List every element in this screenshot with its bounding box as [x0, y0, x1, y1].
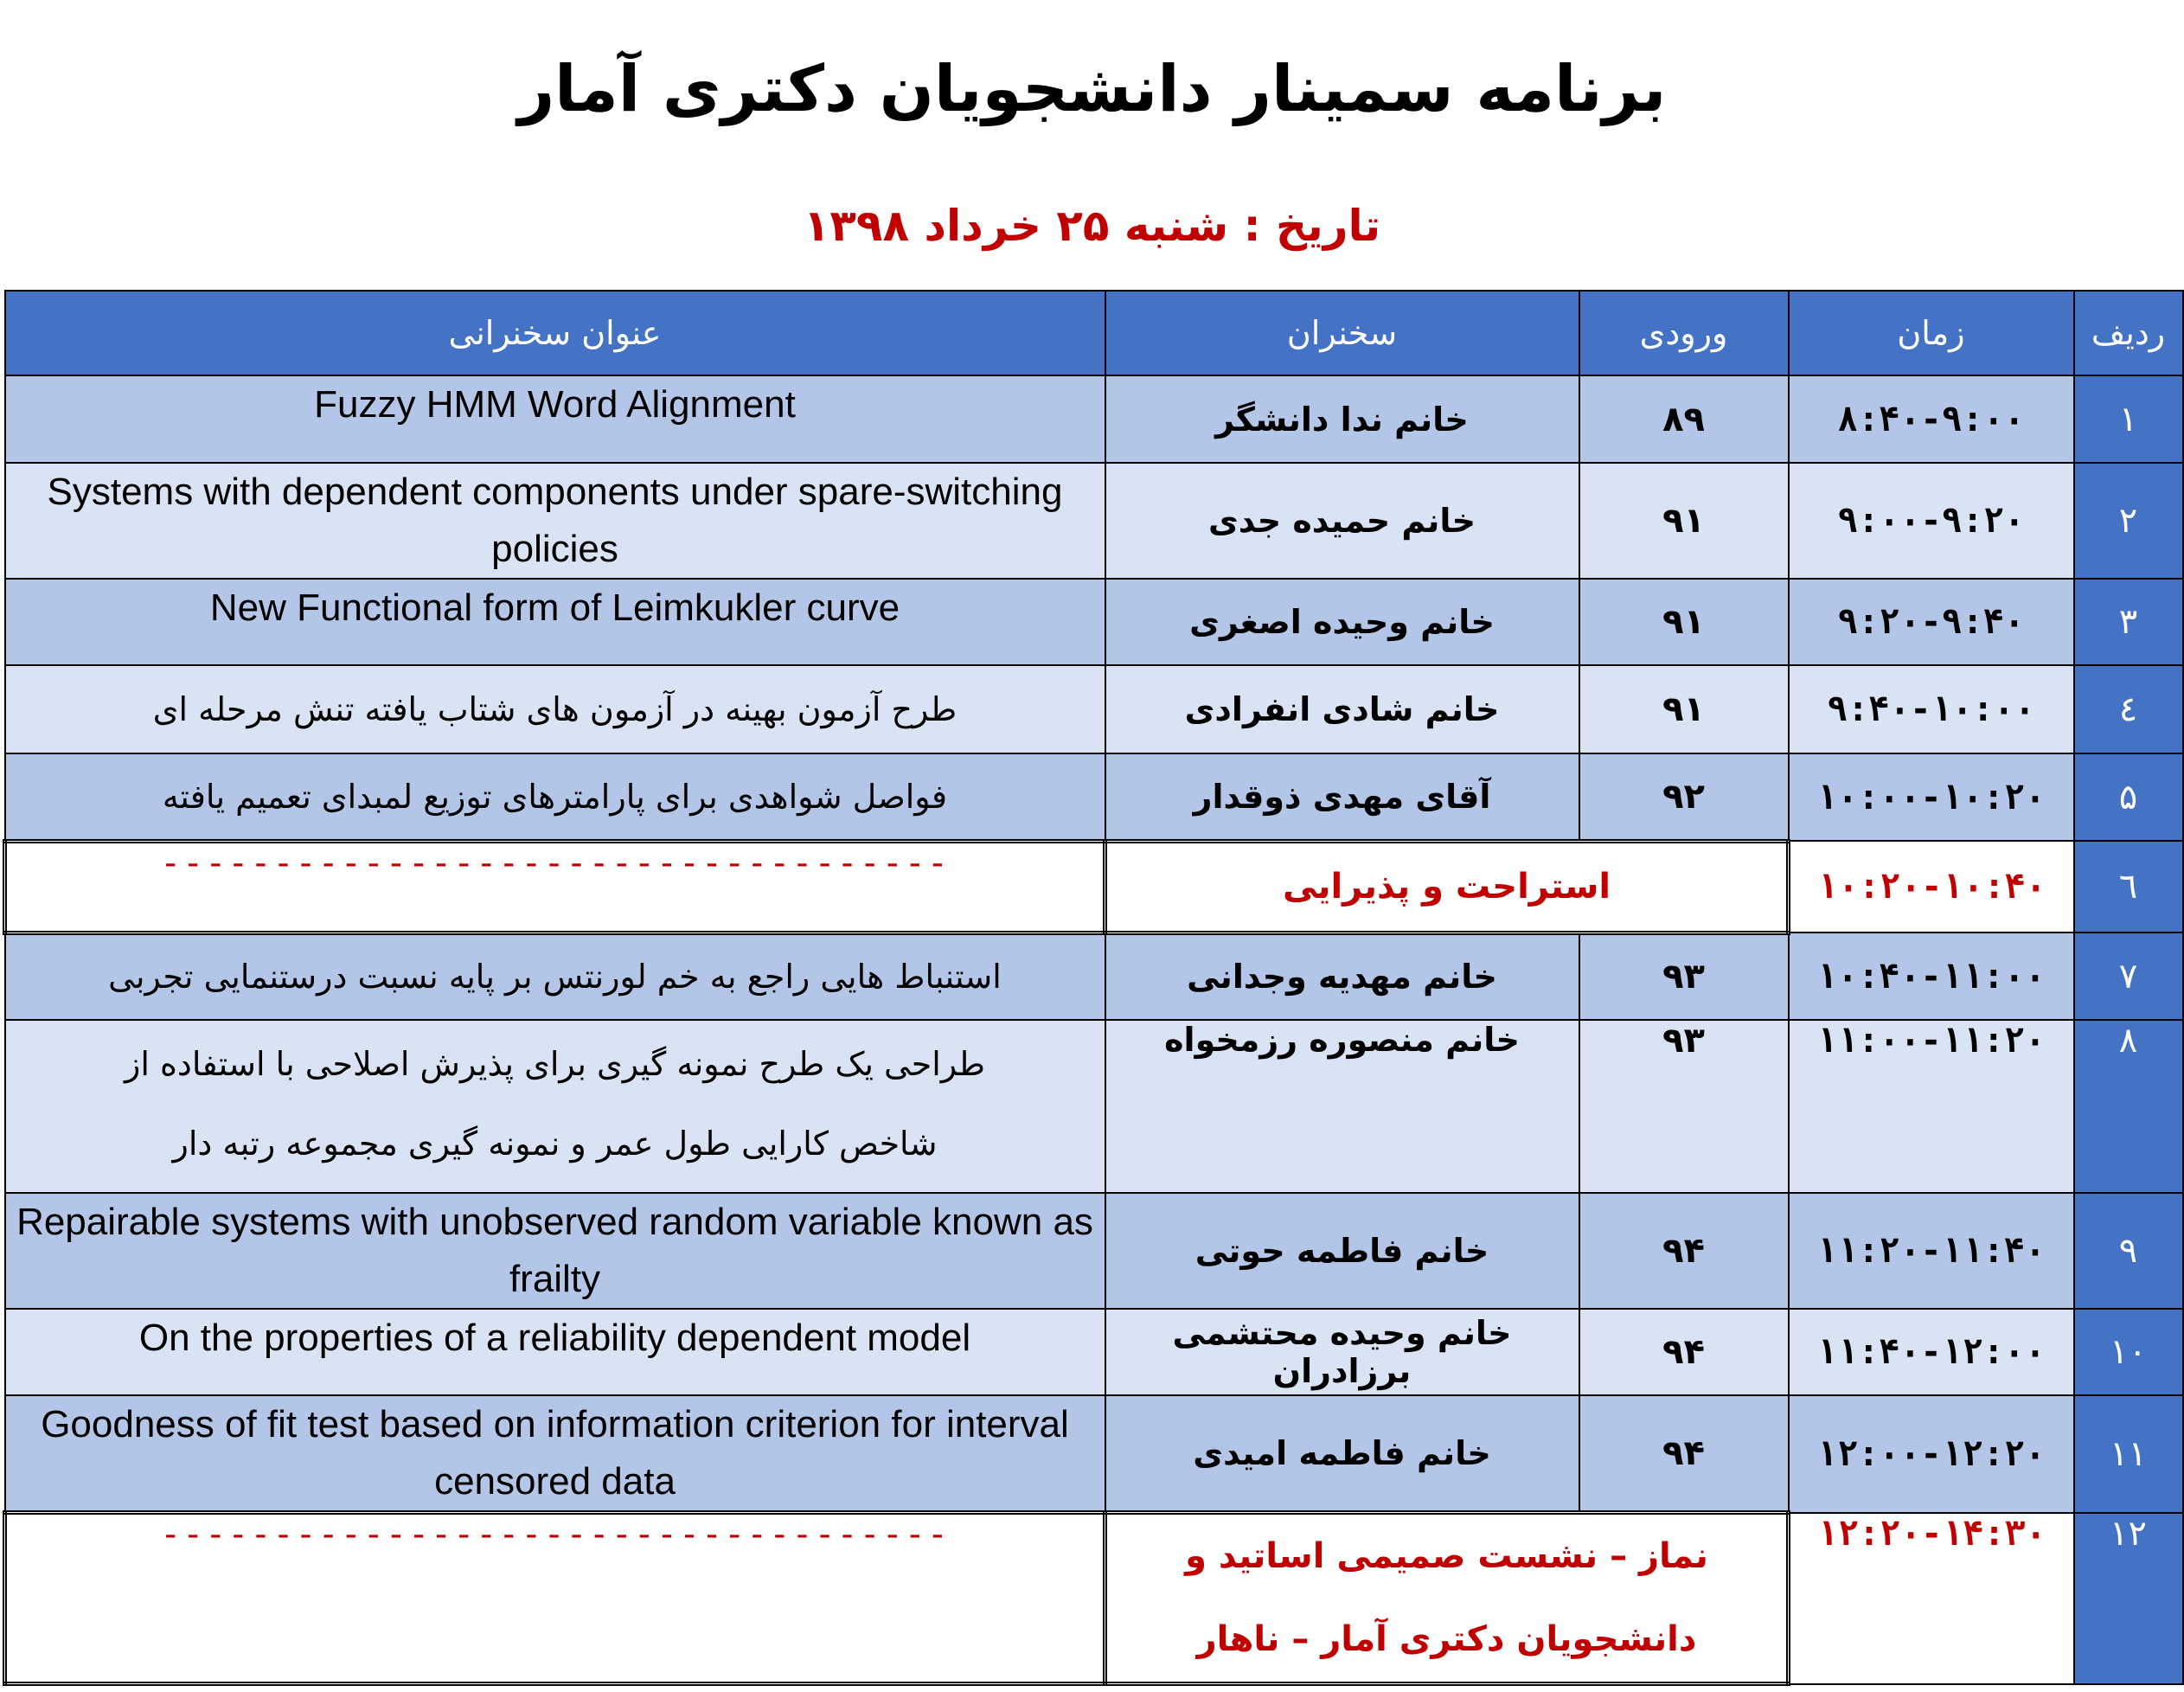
row-entry: ۹۳	[1579, 1020, 1789, 1193]
row-number: ۵	[2074, 753, 2183, 841]
table-row	[5, 463, 2183, 579]
table-row	[5, 375, 2183, 463]
schedule-table	[3, 290, 2184, 1686]
table-row	[5, 753, 2183, 841]
row-entry: ۹۱	[1579, 665, 1789, 753]
row-number: ۱۱	[2074, 1395, 2183, 1513]
break-dashes: -----------------------------------	[5, 841, 1105, 933]
row-number: ۷	[2074, 933, 2183, 1020]
row-topic: Repairable systems with unobserved random variable known as frailty	[5, 1193, 1105, 1309]
row-speaker: خانم حمیده جدی	[1105, 463, 1579, 579]
header-speaker: سخنران	[1105, 291, 1579, 375]
row-time: ۹:۴۰-۱۰:۰۰	[1789, 665, 2074, 753]
header-entry: ورودی	[1579, 291, 1789, 375]
row-entry: ۹۱	[1579, 463, 1789, 579]
table-row-break	[5, 1513, 2183, 1684]
row-topic: طراحی یک طرح نمونه گیری برای پذیرش اصلاحی با استفاده از شاخص کارایی طول عمر و نمونه گیری مجموعه رتبه دار	[5, 1020, 1105, 1193]
row-entry: ۹۴	[1579, 1309, 1789, 1395]
row-speaker: خانم شادی انفرادی	[1105, 665, 1579, 753]
row-speaker: خانم ندا دانشگر	[1105, 375, 1579, 463]
row-speaker: خانم وحیده محتشمی برزادران	[1105, 1309, 1579, 1395]
row-number: ۲	[2074, 463, 2183, 579]
row-time: ۱۰:۲۰-۱۰:۴۰	[1789, 841, 2074, 933]
row-topic: Systems with dependent components under spare-switching policies	[5, 463, 1105, 579]
header-time: زمان	[1789, 291, 2074, 375]
row-entry: ۸۹	[1579, 375, 1789, 463]
row-number: ۹	[2074, 1193, 2183, 1309]
table-row	[5, 1020, 2183, 1193]
row-speaker: خانم مهدیه وجدانی	[1105, 933, 1579, 1020]
row-number: ٤	[2074, 665, 2183, 753]
row-topic: Goodness of fit test based on information criterion for interval censored data	[5, 1395, 1105, 1513]
row-entry: ۹۲	[1579, 753, 1789, 841]
table-row	[5, 665, 2183, 753]
row-time: ۱۱:۴۰-۱۲:۰۰	[1789, 1309, 2074, 1395]
row-speaker: خانم فاطمه امیدی	[1105, 1395, 1579, 1513]
row-number: ۸	[2074, 1020, 2183, 1193]
row-topic: فواصل شواهدی برای پارامترهای توزیع لمبدای تعمیم یافته	[5, 753, 1105, 841]
row-time: ۱۱:۰۰-۱۱:۲۰	[1789, 1020, 2074, 1193]
row-entry: ۹۱	[1579, 579, 1789, 665]
table-row	[5, 1309, 2183, 1395]
row-time: ۹:۲۰-۹:۴۰	[1789, 579, 2074, 665]
row-topic: Fuzzy HMM Word Alignment	[5, 375, 1105, 463]
row-topic: استنباط هایی راجع به خم لورنتس بر پایه نسبت درستنمایی تجربی	[5, 933, 1105, 1020]
page-date: تاریخ : شنبه ۲۵ خرداد ۱۳۹۸	[803, 201, 1381, 251]
row-time: ۱۲:۰۰-۱۲:۲۰	[1789, 1395, 2074, 1513]
row-number: ۱۲	[2074, 1513, 2183, 1684]
row-speaker: آقای مهدی ذوقدار	[1105, 753, 1579, 841]
row-time: ۱۱:۲۰-۱۱:۴۰	[1789, 1193, 2074, 1309]
row-time: ۱۰:۰۰-۱۰:۲۰	[1789, 753, 2074, 841]
row-entry: ۹۳	[1579, 933, 1789, 1020]
row-number: ۳	[2074, 579, 2183, 665]
row-time: ۱۰:۴۰-۱۱:۰۰	[1789, 933, 2074, 1020]
row-time: ۹:۰۰-۹:۲۰	[1789, 463, 2074, 579]
row-speaker: خانم فاطمه حوتی	[1105, 1193, 1579, 1309]
header-topic: عنوان سخنرانی	[5, 291, 1105, 375]
row-entry: ۹۴	[1579, 1395, 1789, 1513]
row-number: ٦	[2074, 841, 2183, 933]
page-title: برنامه سمینار دانشجویان دکتری آمار	[517, 52, 1667, 126]
row-speaker: خانم منصوره رزمخواه	[1105, 1020, 1579, 1193]
row-number: ۱	[2074, 375, 2183, 463]
table-row-break	[5, 841, 2183, 933]
table-row	[5, 933, 2183, 1020]
row-topic: طرح آزمون بهینه در آزمون های شتاب یافته تنش مرحله ای	[5, 665, 1105, 753]
header-row-number: ردیف	[2074, 291, 2183, 375]
break-label: نماز – نشست صمیمی اساتید و دانشجویان دکتری آمار – ناهار	[1105, 1513, 1789, 1684]
table-row	[5, 579, 2183, 665]
row-topic: New Functional form of Leimkukler curve	[5, 579, 1105, 665]
row-time: ۱۲:۲۰-۱۴:۳۰	[1789, 1513, 2074, 1684]
break-label: استراحت و پذیرایی	[1105, 841, 1789, 933]
break-dashes: -----------------------------------	[5, 1513, 1105, 1684]
table-row	[5, 1395, 2183, 1513]
row-entry: ۹۴	[1579, 1193, 1789, 1309]
row-speaker: خانم وحیده اصغری	[1105, 579, 1579, 665]
table-row	[5, 1193, 2183, 1309]
row-number: ۱۰	[2074, 1309, 2183, 1395]
row-time: ۸:۴۰-۹:۰۰	[1789, 375, 2074, 463]
row-topic: On the properties of a reliability dependent model	[5, 1309, 1105, 1395]
table-header-row	[5, 291, 2183, 375]
